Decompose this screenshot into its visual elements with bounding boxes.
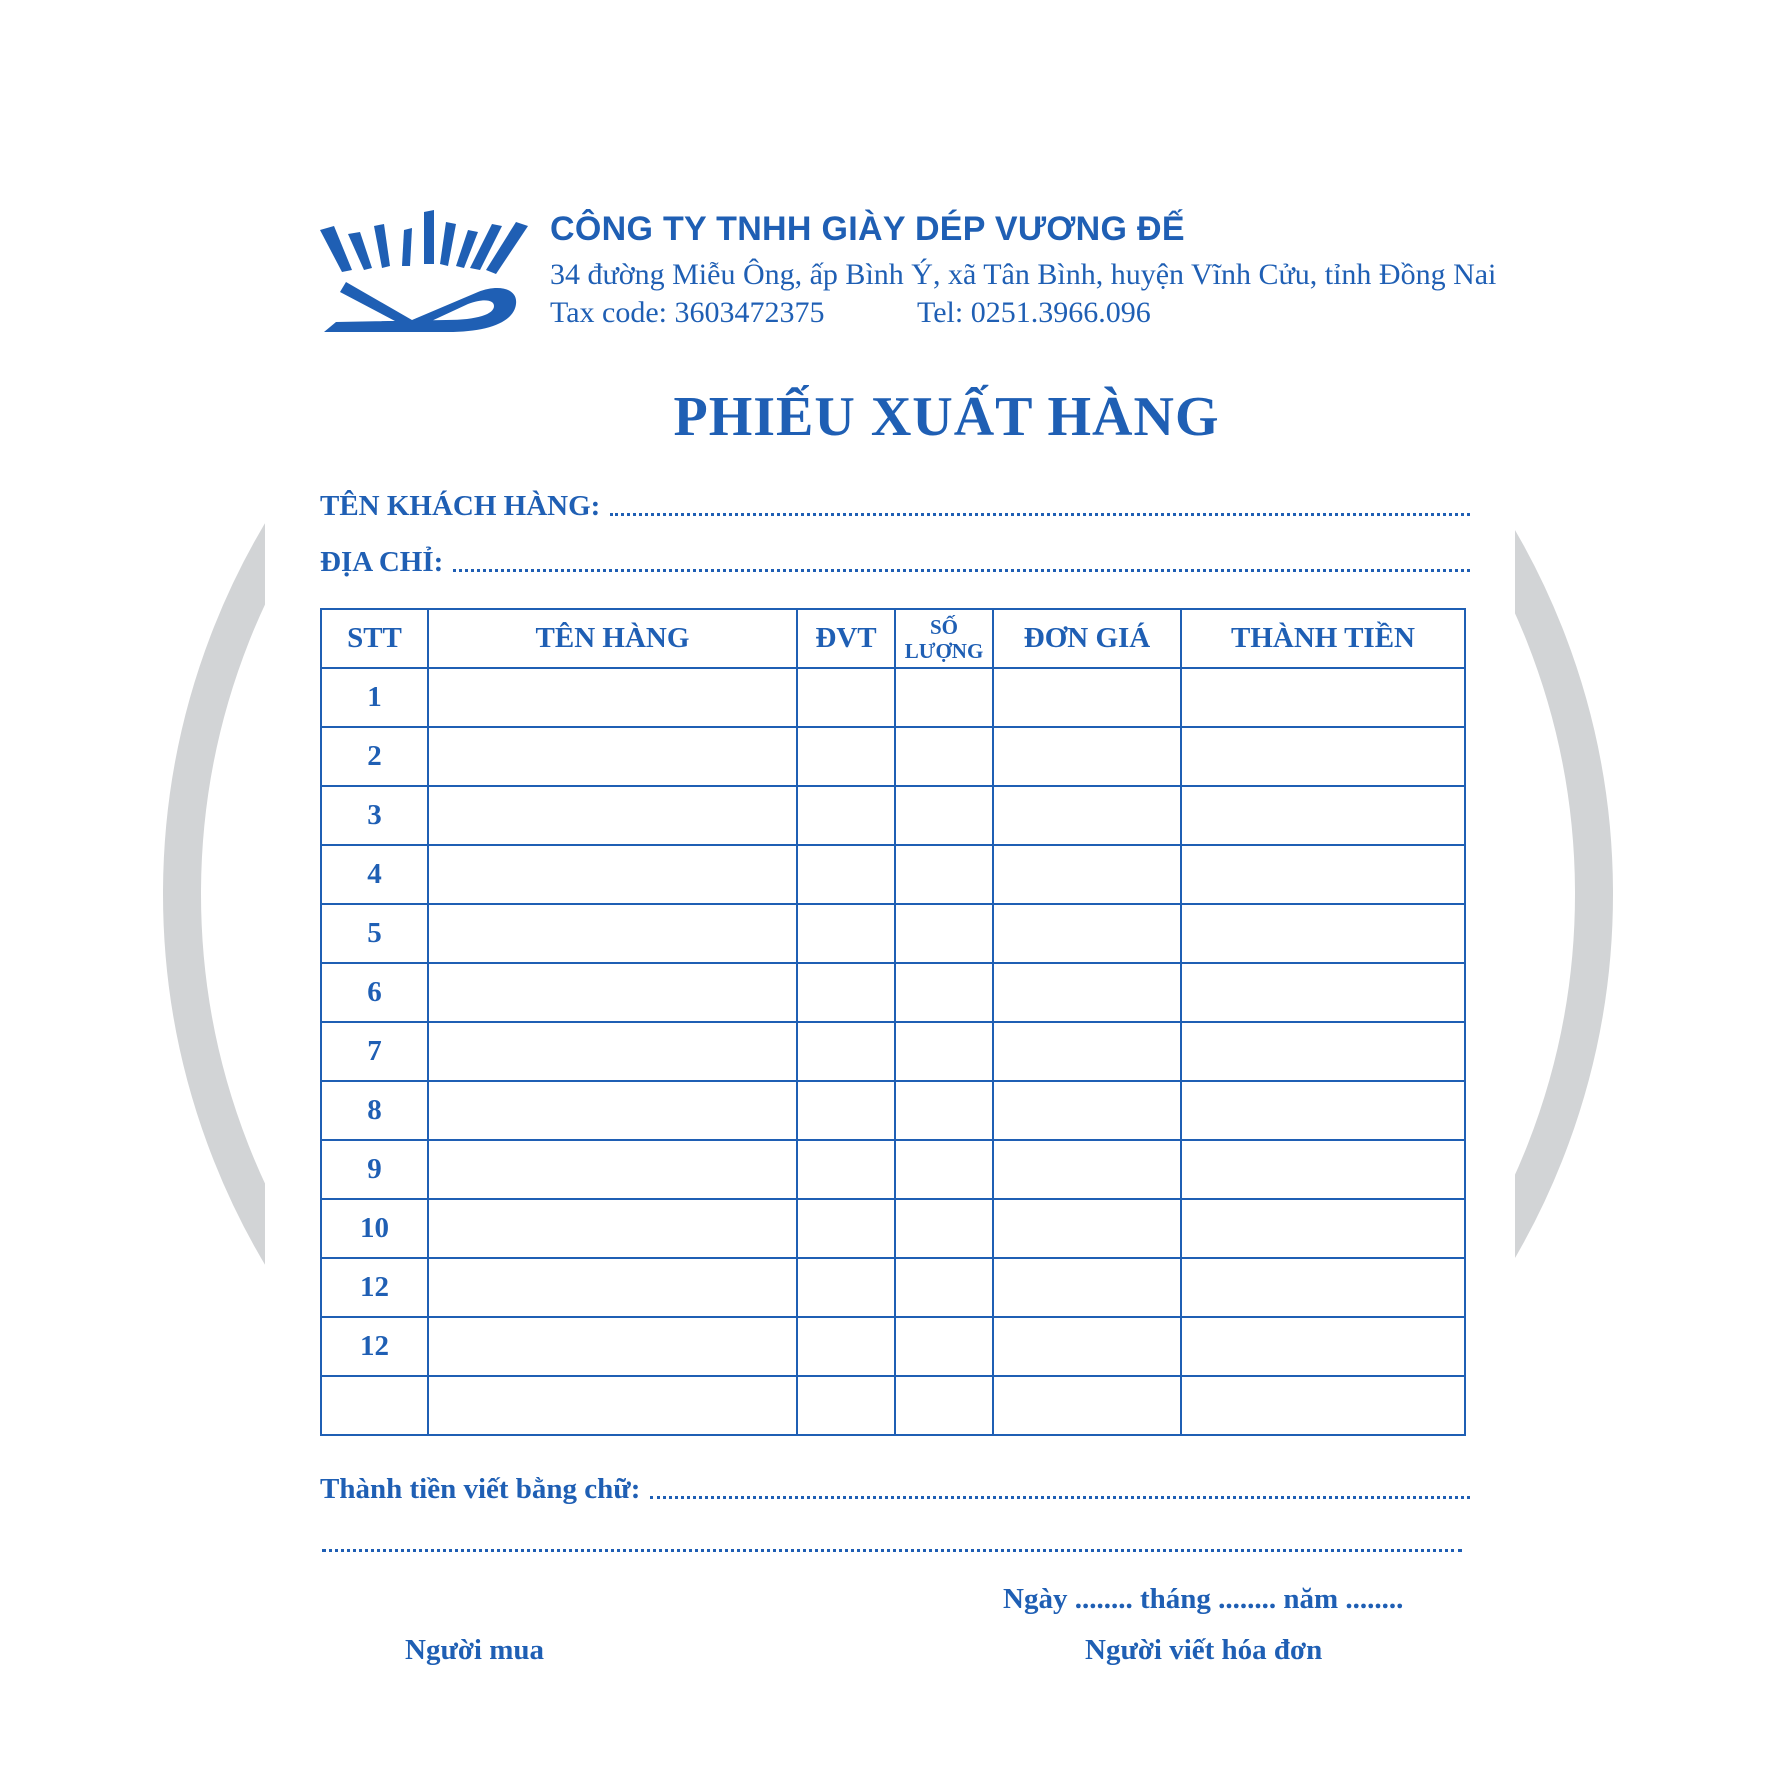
cell-item-name[interactable]	[428, 1199, 797, 1258]
cell-item-name[interactable]	[428, 786, 797, 845]
cell-quantity[interactable]	[895, 1199, 993, 1258]
cell-stt: 2	[321, 727, 428, 786]
table-row	[321, 904, 1465, 963]
cell-unit[interactable]	[797, 904, 895, 963]
cell-item-name[interactable]	[428, 1258, 797, 1317]
header-quantity-line1: SỐ	[929, 614, 958, 639]
cell-quantity[interactable]	[895, 727, 993, 786]
cell-item-name[interactable]	[428, 668, 797, 727]
header-stt: STT	[321, 609, 428, 668]
cell-unit[interactable]	[797, 1258, 895, 1317]
header-unit: ĐVT	[797, 609, 895, 668]
cell-quantity[interactable]	[895, 668, 993, 727]
cell-amount[interactable]	[1181, 1140, 1465, 1199]
company-address: 34 đường Miễu Ông, ấp Bình Ý, xã Tân Bình, huyện Vĩnh Cửu, tỉnh Đồng Nai	[550, 258, 1497, 291]
cell-quantity[interactable]	[895, 1258, 993, 1317]
table-row	[321, 1376, 1465, 1435]
cell-amount[interactable]	[1181, 963, 1465, 1022]
cell-unit[interactable]	[797, 845, 895, 904]
cell-unit-price[interactable]	[993, 668, 1181, 727]
cell-unit-price[interactable]	[993, 1317, 1181, 1376]
header-quantity-line2: LƯỢNG	[904, 638, 984, 663]
cell-stt: 10	[321, 1199, 428, 1258]
table-header-row	[321, 609, 1465, 668]
cell-stt: 8	[321, 1081, 428, 1140]
cell-unit[interactable]	[797, 668, 895, 727]
cell-quantity[interactable]	[895, 1376, 993, 1435]
cell-item-name[interactable]	[428, 1376, 797, 1435]
table-row	[321, 1258, 1465, 1317]
cell-item-name[interactable]	[428, 1081, 797, 1140]
address-blank[interactable]	[453, 569, 1470, 572]
cell-unit-price[interactable]	[993, 1199, 1181, 1258]
cell-quantity[interactable]	[895, 1140, 993, 1199]
cell-amount[interactable]	[1181, 727, 1465, 786]
cell-unit[interactable]	[797, 1317, 895, 1376]
header-amount: THÀNH TIỀN	[1181, 609, 1465, 668]
cell-quantity[interactable]	[895, 904, 993, 963]
cell-amount[interactable]	[1181, 904, 1465, 963]
cell-unit-price[interactable]	[993, 845, 1181, 904]
amount-in-words-field[interactable]	[320, 1473, 1470, 1506]
cell-unit-price[interactable]	[993, 1376, 1181, 1435]
cell-item-name[interactable]	[428, 1140, 797, 1199]
cell-item-name[interactable]	[428, 904, 797, 963]
table-row	[321, 727, 1465, 786]
header-item-name: TÊN HÀNG	[428, 609, 797, 668]
cell-unit-price[interactable]	[993, 1022, 1181, 1081]
cell-quantity[interactable]	[895, 1081, 993, 1140]
cell-item-name[interactable]	[428, 845, 797, 904]
amount-in-words-blank-line-2[interactable]	[322, 1549, 1462, 1552]
cell-quantity[interactable]	[895, 963, 993, 1022]
cell-unit-price[interactable]	[993, 786, 1181, 845]
document-title: PHIẾU XUẤT HÀNG	[673, 386, 1220, 448]
table-row	[321, 963, 1465, 1022]
cell-amount[interactable]	[1181, 668, 1465, 727]
address-field[interactable]	[320, 546, 1470, 579]
cell-stt: 5	[321, 904, 428, 963]
cell-amount[interactable]	[1181, 1081, 1465, 1140]
date-line: Ngày ........ tháng ........ năm ........	[1003, 1583, 1404, 1615]
buyer-signature-label: Người mua	[405, 1634, 544, 1666]
company-logo-icon	[318, 208, 530, 338]
customer-name-label: TÊN KHÁCH HÀNG:	[320, 490, 601, 522]
cell-item-name[interactable]	[428, 963, 797, 1022]
cell-unit-price[interactable]	[993, 963, 1181, 1022]
customer-name-blank[interactable]	[610, 513, 1470, 516]
cell-unit[interactable]	[797, 1140, 895, 1199]
cell-unit[interactable]	[797, 727, 895, 786]
cell-stt: 9	[321, 1140, 428, 1199]
items-table	[320, 608, 1466, 1436]
table-row	[321, 668, 1465, 727]
cell-stt: 4	[321, 845, 428, 904]
cell-stt: 12	[321, 1258, 428, 1317]
cell-unit-price[interactable]	[993, 727, 1181, 786]
cell-amount[interactable]	[1181, 1317, 1465, 1376]
header-quantity	[895, 609, 993, 668]
cell-stt	[321, 1376, 428, 1435]
cell-unit[interactable]	[797, 1376, 895, 1435]
header-unit-price: ĐƠN GIÁ	[993, 609, 1181, 668]
cell-amount[interactable]	[1181, 1258, 1465, 1317]
cell-quantity[interactable]	[895, 1317, 993, 1376]
cell-quantity[interactable]	[895, 845, 993, 904]
cell-amount[interactable]	[1181, 786, 1465, 845]
cell-unit[interactable]	[797, 963, 895, 1022]
cell-item-name[interactable]	[428, 1317, 797, 1376]
cell-quantity[interactable]	[895, 786, 993, 845]
cell-stt: 3	[321, 786, 428, 845]
table-row	[321, 1140, 1465, 1199]
table-row	[321, 1081, 1465, 1140]
cell-stt: 1	[321, 668, 428, 727]
customer-name-field[interactable]	[320, 490, 1470, 523]
table-row	[321, 786, 1465, 845]
table-body	[321, 668, 1465, 1435]
table-row	[321, 1199, 1465, 1258]
cell-unit[interactable]	[797, 1199, 895, 1258]
cell-unit[interactable]	[797, 1022, 895, 1081]
table-row	[321, 1317, 1465, 1376]
table-row	[321, 1022, 1465, 1081]
cell-unit[interactable]	[797, 1081, 895, 1140]
cell-amount[interactable]	[1181, 845, 1465, 904]
cell-unit-price[interactable]	[993, 1081, 1181, 1140]
address-label: ĐỊA CHỈ:	[320, 546, 444, 578]
cell-quantity[interactable]	[895, 1022, 993, 1081]
tax-code: Tax code: 3603472375	[550, 296, 825, 329]
cell-unit-price[interactable]	[993, 1258, 1181, 1317]
invoice-writer-signature-label: Người viết hóa đơn	[1085, 1634, 1323, 1666]
cell-stt: 6	[321, 963, 428, 1022]
cell-amount[interactable]	[1181, 1376, 1465, 1435]
amount-in-words-label: Thành tiền viết bằng chữ:	[320, 1473, 641, 1505]
cell-unit-price[interactable]	[993, 904, 1181, 963]
cell-amount[interactable]	[1181, 1022, 1465, 1081]
company-name: CÔNG TY TNHH GIÀY DÉP VƯƠNG ĐẾ	[550, 210, 1185, 248]
cell-unit-price[interactable]	[993, 1140, 1181, 1199]
table-row	[321, 845, 1465, 904]
amount-in-words-blank[interactable]	[650, 1496, 1470, 1499]
cell-amount[interactable]	[1181, 1199, 1465, 1258]
telephone: Tel: 0251.3966.096	[917, 296, 1151, 329]
cell-item-name[interactable]	[428, 727, 797, 786]
cell-stt: 12	[321, 1317, 428, 1376]
cell-unit[interactable]	[797, 786, 895, 845]
cell-stt: 7	[321, 1022, 428, 1081]
cell-item-name[interactable]	[428, 1022, 797, 1081]
